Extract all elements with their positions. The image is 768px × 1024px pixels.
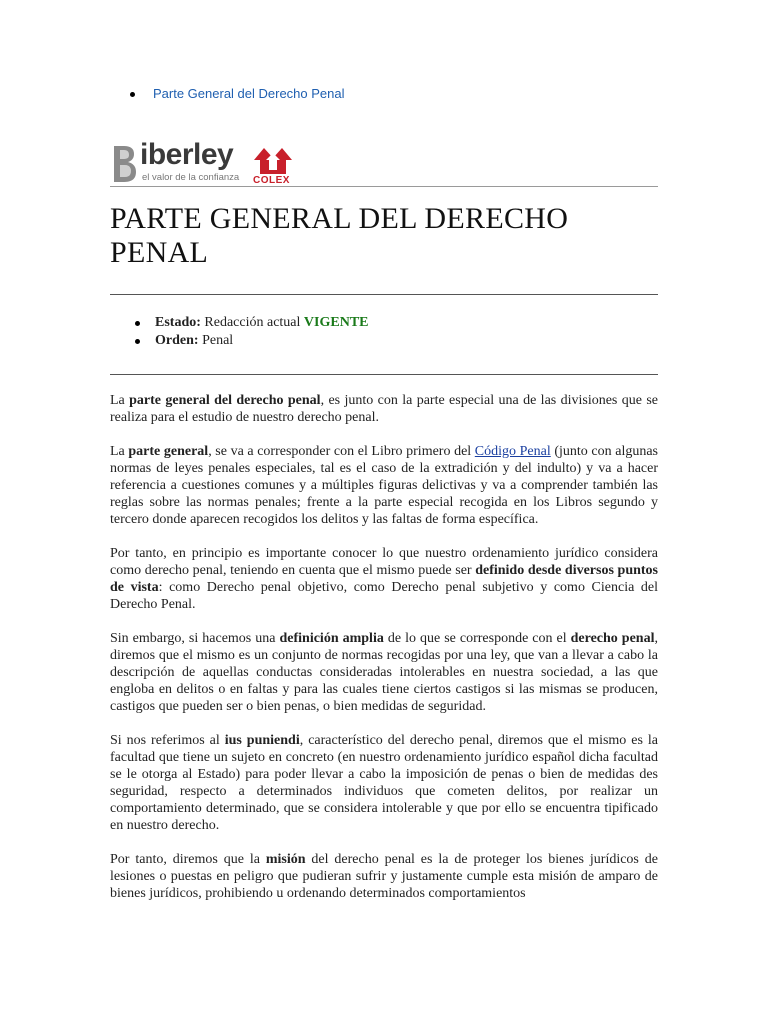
page-title: PARTE GENERAL DEL DERECHO PENAL — [110, 202, 569, 269]
estado-value: Redacción actual — [200, 315, 304, 330]
top-link[interactable]: Parte General del Derecho Penal — [153, 86, 345, 101]
paragraph-1: La parte general del derecho penal, es junto con la parte especial una de las divisiones que se realiza para el estudio de nuestro derecho penal. — [110, 393, 659, 425]
divider — [110, 294, 658, 295]
meta-estado — [135, 314, 369, 332]
orden-value: Penal — [198, 333, 234, 348]
article-body — [110, 392, 658, 919]
brand-name: iberley — [140, 138, 234, 171]
paragraph-6: Por tanto, diremos que la misión del derecho penal es la de proteger los bienes jurídicos de lesiones o puestas en peligro que pudieran sufrir y justamente cumple esta misión de amparo de bienes jurídicos, prohibiendo u ordenando determinados comportamientos — [110, 852, 658, 901]
codigo-penal-link[interactable]: Código Penal — [474, 444, 551, 459]
paragraph-4: Sin embargo, si hacemos una definición amplia de lo que se corresponde con el derecho penal, diremos que el mismo es un conjunto de normas recogidas por una ley, que van a llevar a cabo la descripción de aquellas conductas consideradas intolerables en nuestra sociedad, a las que engloba en delitos o en faltas y para las cuales tiene ciertos castigos si las mismas se producen, castigos que pueden ser o bien penas, o bien medidas de seguridad. — [110, 631, 658, 714]
meta-list — [135, 314, 369, 350]
brand-logo-row — [110, 138, 658, 187]
top-link-row — [130, 86, 345, 101]
paragraph-5: Si nos referimos al ius puniendi, característico del derecho penal, diremos que el mismo es la facultad que tiene un sujeto en concreto (en nuestro ordenamiento jurídico español dicha facultad se le otorga al Estado) para poder llevar a cabo la imposición de penas o bien de medidas des seguridad, respecto a determinados individuos que cometen delitos, por realizar un comportamiento determinado, que se considera intolerable y que por ello se encuentra tipificado en nuestro derecho. — [110, 733, 658, 833]
meta-orden — [135, 332, 369, 350]
partner-name: COLEX — [253, 175, 290, 186]
iberley-mark-icon — [110, 144, 138, 184]
estado-label: Estado: — [155, 315, 201, 330]
bullet-icon — [130, 92, 135, 97]
divider — [110, 374, 658, 375]
paragraph-3: Por tanto, en principio es importante conocer lo que nuestro ordenamiento jurídico considera como derecho penal, teniendo en cuenta que el mismo puede ser definido desde diversos puntos de vista: como Derecho penal objetivo, como Derecho penal subjetivo y como Ciencia del Derecho Penal. — [110, 546, 659, 612]
brand-tagline: el valor de la confianza — [142, 172, 240, 183]
status-badge: VIGENTE — [303, 315, 369, 330]
paragraph-2: La parte general, se va a corresponder con el Libro primero del Código Penal (junto con algunas normas de leyes penales especiales, tal es el caso de la extradición y del indulto) y va a hacer referencia a cuestiones comunes y a múltiples figuras delictivas y va a comprender también las reglas sobre las normas penales; frente a la parte especial recogida en los Libros segundo y tercero donde aparecen recogidos los delitos y las faltas de forma específica. — [110, 444, 658, 527]
orden-label: Orden: — [155, 333, 199, 348]
